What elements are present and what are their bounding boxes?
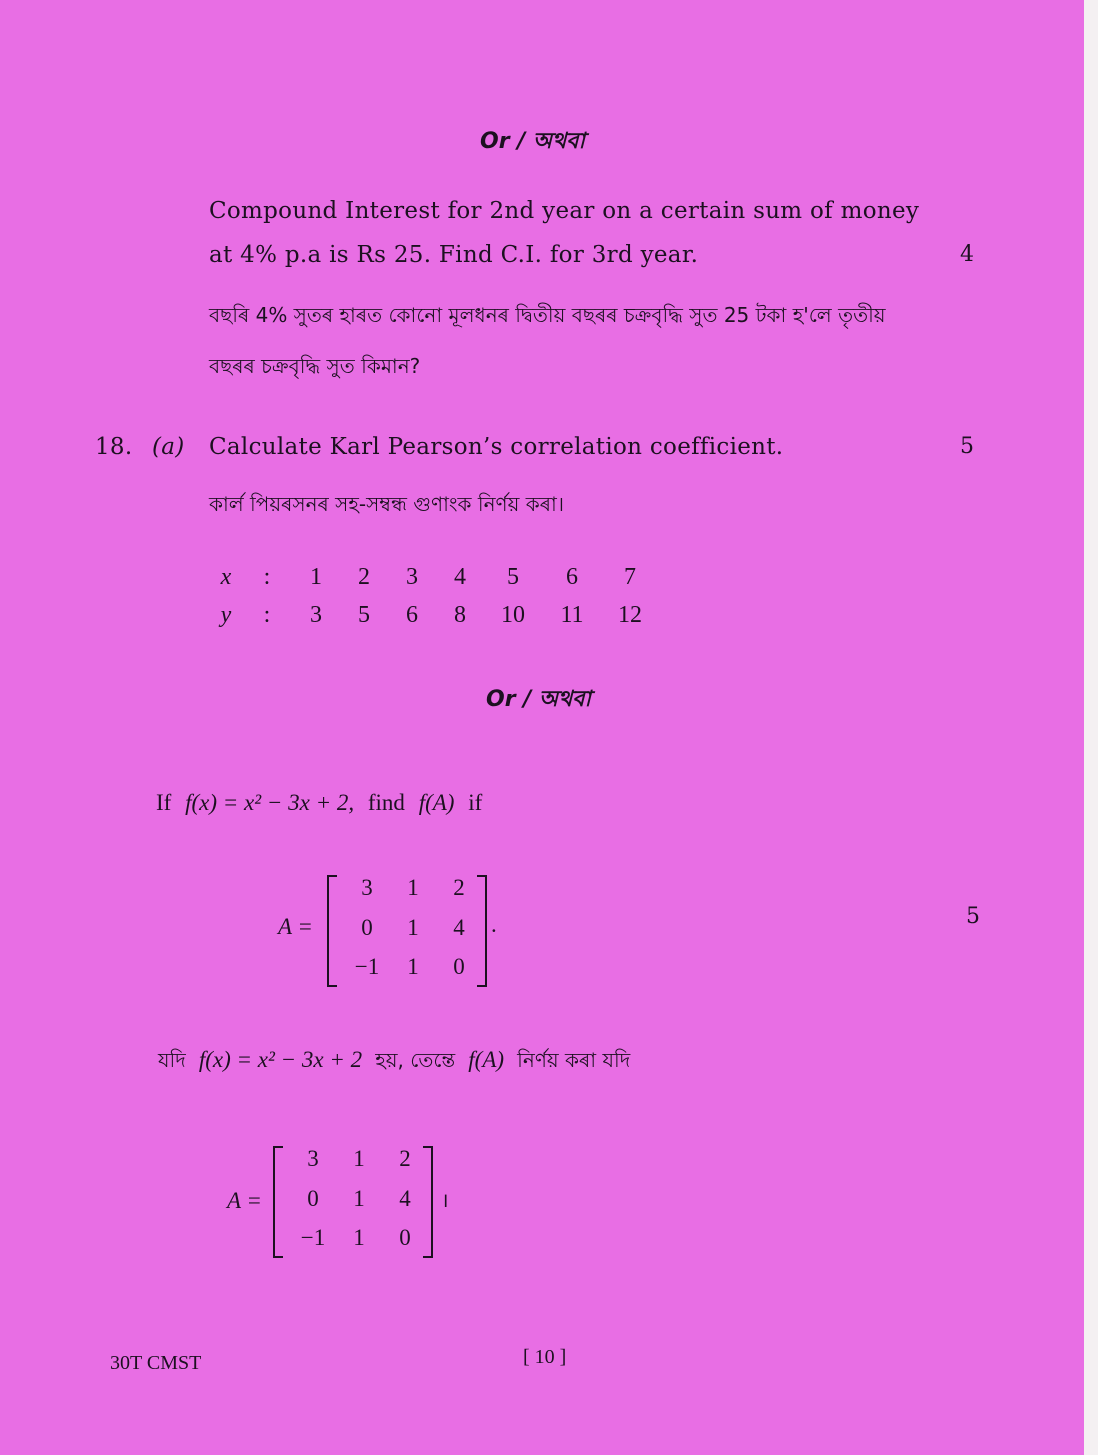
q17-or-text-line1: Compound Interest for 2nd year on a certain sum of money xyxy=(209,198,920,224)
matrix-a-bengali xyxy=(273,1146,433,1258)
matrix2-cell: 0 xyxy=(307,1186,319,1211)
matrix2-cell: −1 xyxy=(300,1225,326,1250)
matrix-a2-label xyxy=(227,1188,262,1214)
matrix-a2-danda: । xyxy=(441,1188,449,1212)
table-row-y xyxy=(210,596,658,634)
q18-or-statement xyxy=(156,790,482,816)
matrix2-left-bracket xyxy=(273,1146,283,1258)
bengali-function-of-matrix: f(A) xyxy=(468,1047,505,1072)
q18-marks: 5 xyxy=(960,434,974,459)
q18-or-marks: 5 xyxy=(966,904,980,929)
find-word: find xyxy=(367,790,405,815)
matrix-cell: −1 xyxy=(354,954,380,979)
x-value: 2 xyxy=(358,563,370,590)
q18-or-bengali-statement xyxy=(158,1046,630,1079)
footer-paper-code: 30T CMST xyxy=(110,1352,202,1374)
q17-or-marks: 4 xyxy=(960,242,974,267)
matrix-a2-label-text: A = xyxy=(227,1188,262,1213)
y-value: 11 xyxy=(560,601,584,628)
q17-or-text-line2: at 4% p.a is Rs 25. Find C.I. for 3rd year. xyxy=(209,242,699,268)
matrix-a xyxy=(327,875,487,987)
or-separator-1: Or / অথবা xyxy=(480,129,585,154)
matrix2-cell: 1 xyxy=(353,1146,365,1171)
q18-number: 18. xyxy=(95,434,133,460)
matrix2-cell: 3 xyxy=(307,1146,319,1171)
x-value: 1 xyxy=(310,563,322,590)
y-value: 3 xyxy=(310,601,322,628)
matrix2-cell: 1 xyxy=(353,1225,365,1250)
matrix-a-label xyxy=(278,914,313,940)
bengali-middle: হয়, তেন্তে xyxy=(375,1048,456,1072)
y-value: 8 xyxy=(454,601,466,628)
bengali-yodi: যদি xyxy=(158,1048,186,1072)
function-definition: f(x) = x² − 3x + 2, xyxy=(185,790,355,815)
matrix-cell: 2 xyxy=(453,875,465,900)
if-word-2: if xyxy=(468,790,483,815)
x-value: 4 xyxy=(454,563,466,590)
or-separator-2: Or / অথবা xyxy=(486,687,591,712)
matrix-cell: 4 xyxy=(453,915,465,940)
matrix-a-label-text: A = xyxy=(278,914,313,939)
q18-text: Calculate Karl Pearson’s correlation coefficient. xyxy=(209,434,784,460)
table-row-x xyxy=(210,558,658,596)
matrix-cell: 1 xyxy=(407,875,419,900)
matrix-cell: 0 xyxy=(361,915,373,940)
matrix-cell: 1 xyxy=(407,954,419,979)
y-value: 5 xyxy=(358,601,370,628)
matrix-cell: 3 xyxy=(361,875,373,900)
x-value: 5 xyxy=(507,563,519,590)
bengali-function-definition: f(x) = x² − 3x + 2 xyxy=(198,1047,363,1072)
matrix-cell: 1 xyxy=(407,915,419,940)
matrix-a-period: . xyxy=(491,912,497,937)
y-value: 10 xyxy=(501,601,525,628)
x-value: 3 xyxy=(406,563,418,590)
y-value: 12 xyxy=(618,601,642,628)
footer-page-number: [ 10 ] xyxy=(523,1346,567,1368)
x-value: 7 xyxy=(624,563,636,590)
x-sep: : xyxy=(263,563,271,590)
y-sep: : xyxy=(263,601,271,628)
x-label: x xyxy=(220,563,232,590)
matrix2-cell: 0 xyxy=(399,1225,411,1250)
q18-part: (a) xyxy=(152,434,185,460)
correlation-data-table xyxy=(210,558,658,634)
matrix-left-bracket xyxy=(327,875,337,987)
matrix2-cell: 1 xyxy=(353,1186,365,1211)
q17-or-bengali-line2: বছৰৰ চক্ৰবৃদ্ধি সুত কিমান? xyxy=(209,354,421,378)
page-edge xyxy=(1084,0,1098,1455)
matrix2-cell: 2 xyxy=(399,1146,411,1171)
matrix2-cell: 4 xyxy=(399,1186,411,1211)
function-of-matrix: f(A) xyxy=(418,790,455,815)
bengali-end: নিৰ্ণয় কৰা যদি xyxy=(517,1048,631,1072)
q17-or-bengali-line1: বছৰি 4% সুতৰ হাৰত কোনো মূলধনৰ দ্বিতীয় বছৰৰ চক্ৰবৃদ্ধি সুত 25 টকা হ'লে তৃতীয় xyxy=(209,303,886,327)
x-value: 6 xyxy=(566,563,578,590)
q18-bengali: কাৰ্ল পিয়ৰসনৰ সহ-সম্বন্ধ গুণাংক নিৰ্ণয় কৰা। xyxy=(209,492,564,516)
if-word: If xyxy=(156,790,172,815)
y-label: y xyxy=(220,601,232,628)
y-value: 6 xyxy=(406,601,418,628)
matrix-cell: 0 xyxy=(453,954,465,979)
